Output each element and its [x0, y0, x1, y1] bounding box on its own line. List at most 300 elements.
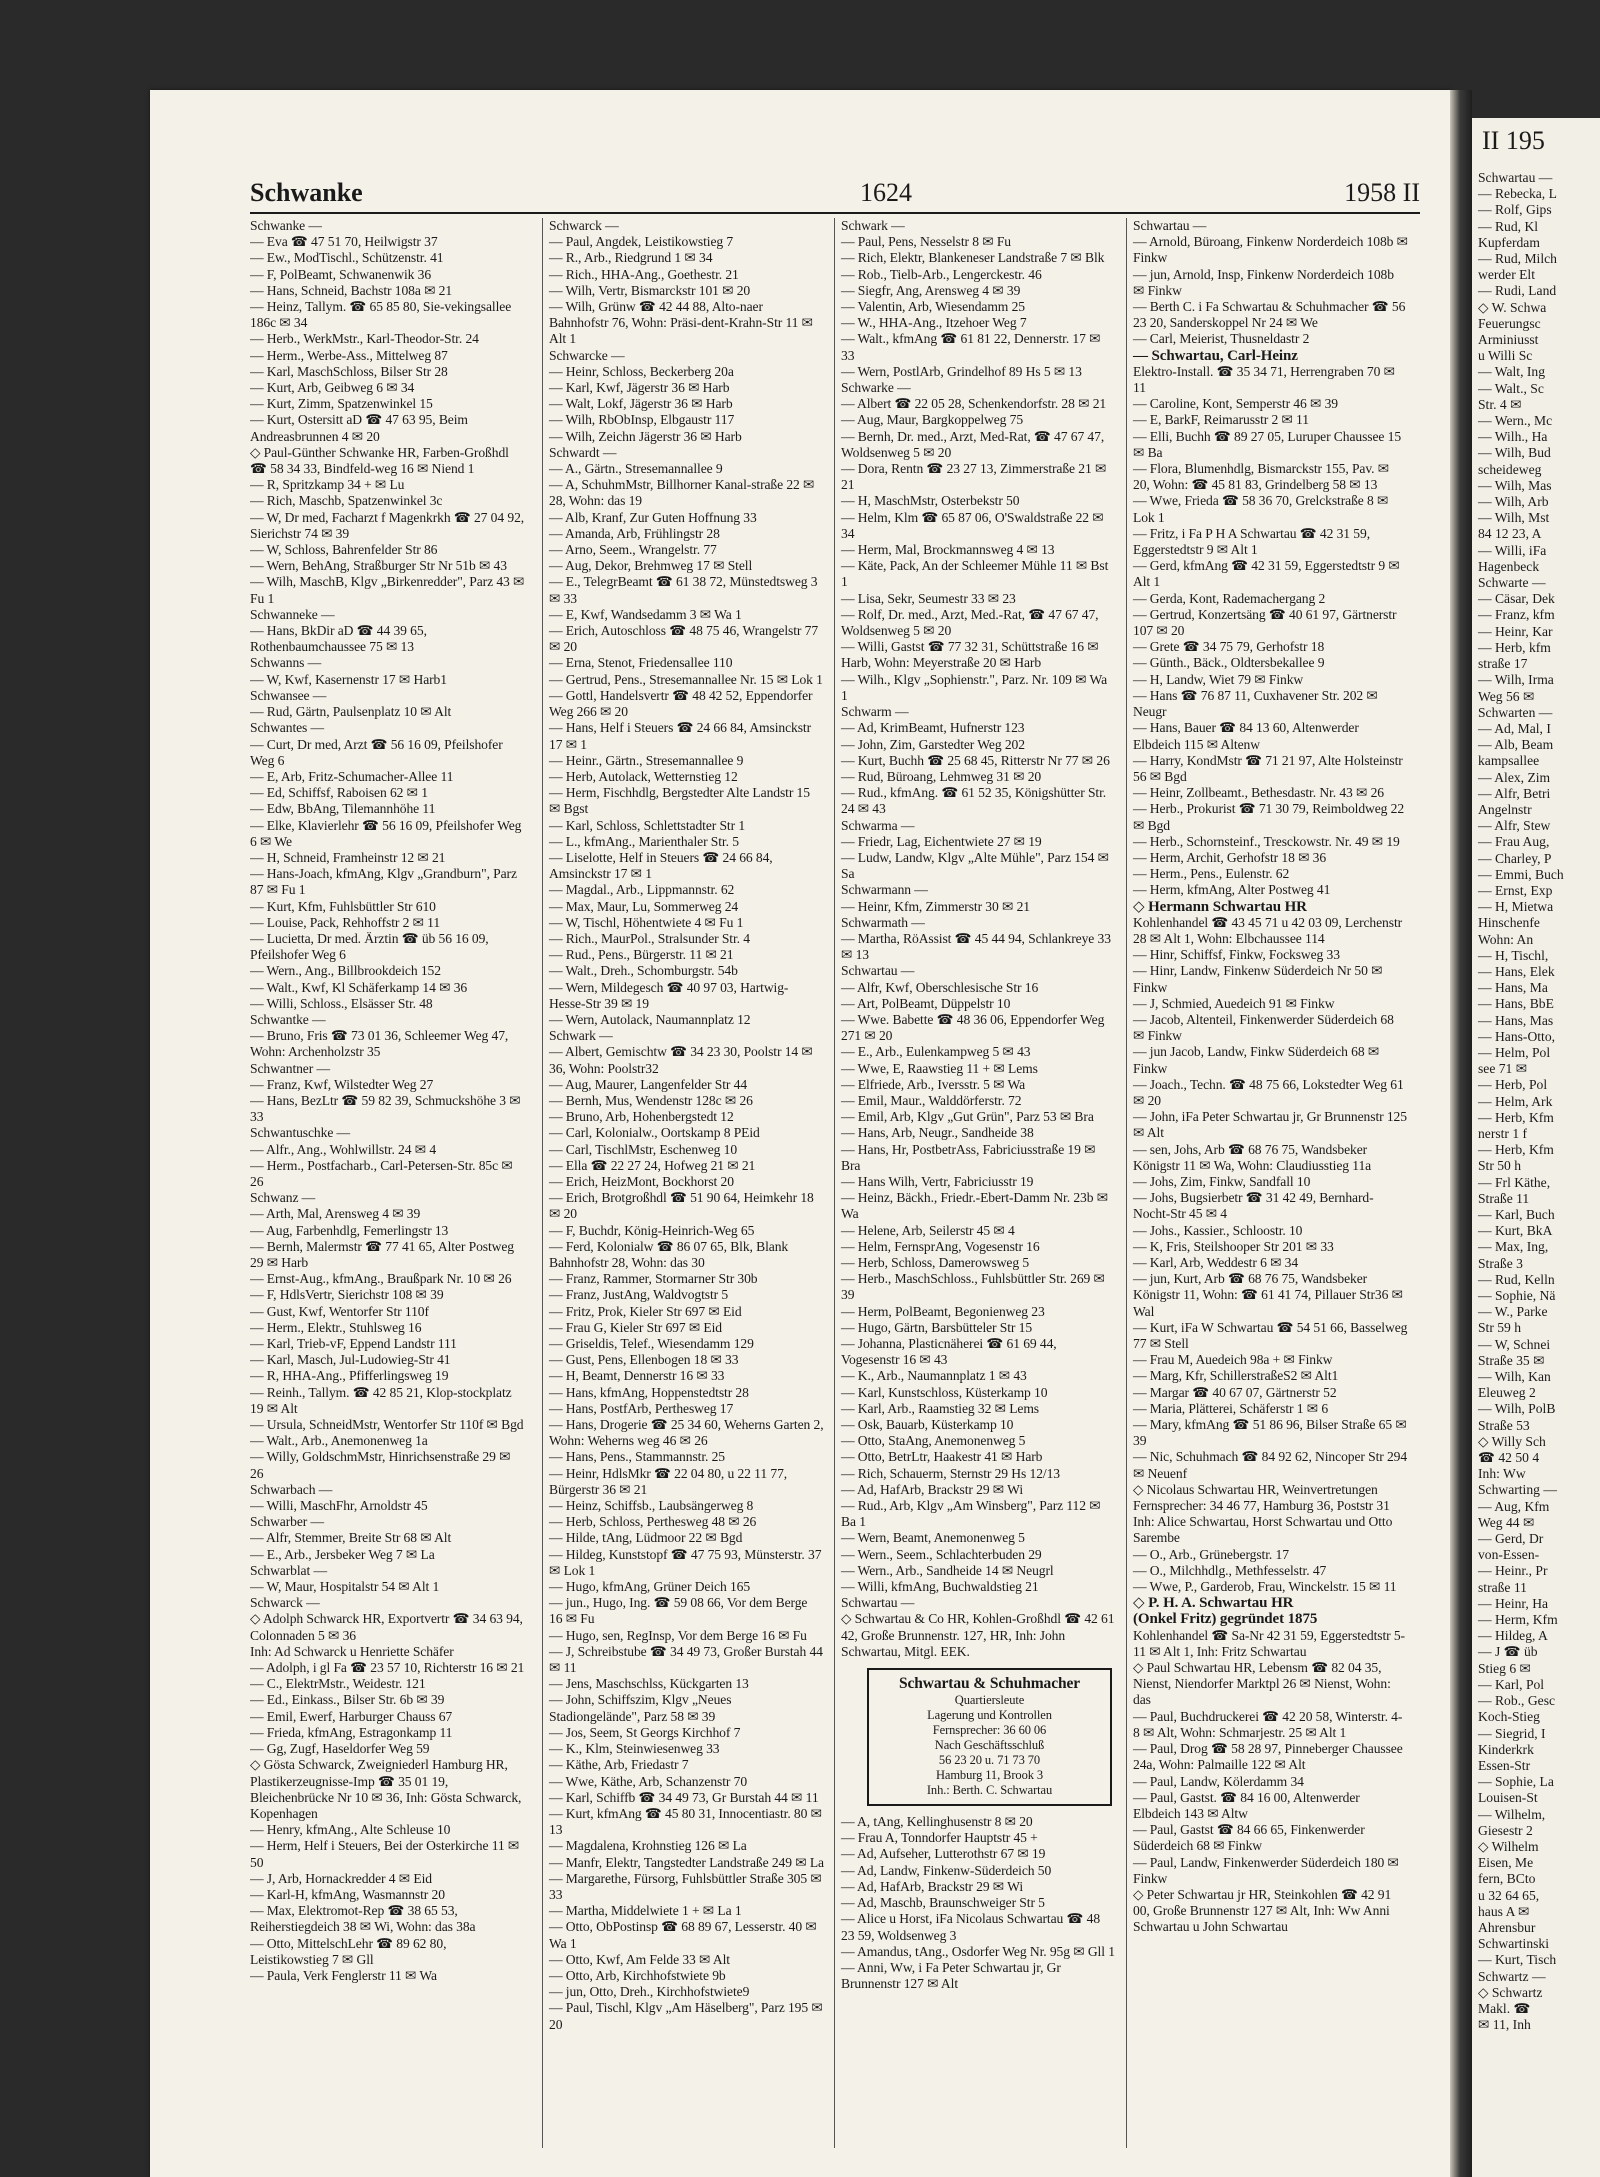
adjacent-page-line: Essen-Str: [1478, 1757, 1531, 1773]
directory-entry: — Hans, BkDir aD ☎ 44 39 65, Rothenbaumchaussee 75 ✉ 13: [250, 623, 427, 655]
adjacent-page-line: — Alfr, Betri: [1478, 785, 1551, 801]
adjacent-page-line: — Wilh, Arb: [1478, 494, 1549, 510]
directory-entry: — Wern, Mildegesch ☎ 40 97 03, Hartwig-Hesse-Str 39 ✉ 19: [549, 979, 789, 1011]
adjacent-page-line: Eleuweg 2: [1478, 1385, 1536, 1401]
directory-entry: — Wwe, P., Garderob, Frau, Winckelstr. 15 ✉ 11: [1133, 1579, 1397, 1595]
directory-entry: — Walt., Dreh., Schomburgstr. 54b: [549, 963, 738, 979]
directory-entry: — W, Tischl, Höhentwiete 4 ✉ Fu 1: [549, 914, 744, 930]
directory-entry: — Karl, Kwf, Jägerstr 36 ✉ Harb: [549, 380, 730, 396]
directory-entry: — Hinr, Landw, Finkenw Süderdeich Nr 50 ✉ Finkw: [1133, 963, 1383, 995]
directory-entry: — Hans, Drogerie ☎ 25 34 60, Weherns Garten 2, Wohn: Weherns weg 46 ✉ 26: [549, 1417, 824, 1449]
adjacent-page-line: — Helm, Pol: [1478, 1044, 1551, 1060]
adjacent-page-line: — Rud, Kl: [1478, 218, 1539, 234]
directory-entry: — Wilh, Zeichn Jägerstr 36 ✉ Harb: [549, 428, 742, 444]
directory-entry: — Grete ☎ 34 75 79, Gerhofstr 18: [1133, 639, 1325, 655]
directory-entry: — Kurt, Arb, Geibweg 6 ✉ 34: [250, 380, 415, 396]
adjacent-page-line: Eisen, Me: [1478, 1855, 1534, 1871]
directory-entry: — Bernh, Dr. med., Arzt, Med-Rat, ☎ 47 67 47, Woldsenweg 5 ✉ 20: [841, 428, 1105, 460]
adjacent-page-line: — Charley, P: [1478, 850, 1552, 866]
directory-entry: Elektro-Install. ☎ 35 34 71, Herrengraben 70 ✉ 11: [1133, 363, 1395, 396]
directory-entry: Schwarblat —: [250, 1562, 327, 1578]
directory-page: [150, 90, 1450, 2177]
adjacent-page-line: straße 11: [1478, 1579, 1527, 1595]
directory-entry: — Magdal., Arb., Lippmannstr. 62: [549, 882, 735, 898]
adjacent-page-line: Kupferdam: [1478, 234, 1540, 250]
directory-entry: Fernsprecher: 34 46 77, Hamburg 36, Poststr 31: [1133, 1498, 1390, 1514]
directory-entry: — Art, PolBeamt, Düppelstr 10: [841, 995, 1011, 1011]
directory-entry: — Heinr., Gärtn., Stresemannallee 9: [549, 752, 744, 768]
directory-entry: — Ed, Schiffsf, Raboisen 62 ✉ 1: [250, 785, 428, 801]
directory-entry: — Franz, Kwf, Wilstedter Weg 27: [250, 1076, 434, 1092]
adjacent-page-line: ☎ 42 50 4: [1478, 1450, 1540, 1466]
directory-entry: — Emil, Ewerf, Harburger Chauss 67: [250, 1708, 453, 1724]
directory-entry: — Hans, Pens., Stammannstr. 25: [549, 1449, 725, 1465]
directory-entry: — W., HHA-Ang., Itzehoer Weg 7: [841, 315, 1027, 331]
directory-entry: Schwartau —: [1133, 218, 1207, 233]
directory-entry: — Frau A, Tonndorfer Hauptstr 45 +: [841, 1830, 1038, 1846]
directory-entry: Schwantes —: [250, 720, 325, 736]
directory-entry: — Wilh, Grünw ☎ 42 44 88, Alto-naer Bahnhofstr 76, Wohn: Präsi-dent-Krahn-Str 11 ✉ Alt 1: [549, 299, 813, 347]
directory-entry: — Hans, Arb, Neugr., Sandheide 38: [841, 1125, 1034, 1141]
adjacent-page-line: — Kurt, Tisch: [1478, 1952, 1557, 1968]
directory-entry: — Emil, Maur., Walddörferstr. 72: [841, 1092, 1022, 1108]
directory-entry: — Rud., Pens., Bürgerstr. 11 ✉ 21: [549, 947, 734, 963]
directory-entry: — Hans, BezLtr ☎ 59 82 39, Schmuckshöhe 3 ✉ 33: [250, 1092, 521, 1125]
directory-entry: — Rich, Schauerm, Sternstr 29 Hs 12/13: [841, 1465, 1060, 1481]
directory-entry: — Ad, KrimBeamt, Hufnerstr 123: [841, 720, 1025, 736]
directory-entry: — Ursula, SchneidMstr, Wentorfer Str 110f ✉ Bgd: [250, 1417, 524, 1433]
directory-entry: — Walt., kfmAng ☎ 61 81 22, Dennerstr. 17 ✉ 33: [841, 331, 1101, 363]
adjacent-page-line: Weg 56 ✉: [1478, 688, 1535, 704]
adjacent-page-line: Str. 4 ✉: [1478, 396, 1522, 412]
adjacent-page-line: ◇ W. Schwa: [1478, 299, 1547, 315]
directory-entry: — Wern, PostlArb, Grindelhof 89 Hs 5 ✉ 13: [841, 363, 1082, 379]
directory-entry: — W, Kwf, Kasernenstr 17 ✉ Harb1: [250, 671, 447, 687]
adjacent-page-line: — Wilh., Ha: [1478, 429, 1548, 445]
directory-entry: ◇ Schwartau & Co HR, Kohlen-Großhdl ☎ 42 61 42, Große Brunnenstr. 127, HR, Inh: John Schwartau, Mitgl. EEK.: [841, 1611, 1115, 1659]
directory-entry: — Wwe, Frieda ☎ 58 36 70, Grelckstraße 8 ✉ Lok 1: [1133, 493, 1389, 525]
directory-entry: — Karl, Arb, Weddestr 6 ✉ 34: [1133, 1255, 1299, 1270]
adjacent-page-line: Schwarten —: [1478, 704, 1553, 720]
directory-entry: ◇ Paul Schwartau HR, Lebensm ☎ 82 04 35, Nienst, Niendorfer Marktpl 26 ✉ Nienst, Wohn: das: [1133, 1660, 1391, 1708]
directory-entry: — Wwe, Käthe, Arb, Schanzenstr 70: [549, 1773, 748, 1789]
advertisement-box: [867, 1668, 1112, 1806]
directory-entry: — Albert, Gemischtw ☎ 34 23 30, Poolstr 14 ✉ 36, Wohn: Poolstr32: [549, 1044, 813, 1076]
directory-entry: — Paula, Verk Fenglerstr 11 ✉ Wa: [250, 1967, 437, 1983]
directory-entry: — Wilh, RbObInsp, Elbgaustr 117: [549, 412, 735, 428]
adjacent-page-line: — Max, Ing,: [1478, 1239, 1549, 1255]
directory-entry: — Johs, Zim, Finkw, Sandfall 10: [1133, 1173, 1311, 1189]
adjacent-page-line: — Walt., Sc: [1478, 380, 1544, 396]
directory-entry: Schwantke —: [250, 1011, 326, 1027]
directory-entry: — Elke, Klavierlehr ☎ 56 16 09, Pfeilshofer Weg 6 ✉ We: [250, 817, 522, 849]
adjacent-page-line: — Heinr., Pr: [1478, 1563, 1548, 1579]
directory-entry: Schwarmann —: [841, 882, 928, 898]
directory-entry: — Margarethe, Fürsorg, Fuhlsbüttler Straße 305 ✉ 33: [549, 1870, 822, 1902]
directory-entry: — jun, Otto, Dreh., Kirchhofstwiete9: [549, 1984, 750, 2000]
directory-entry: — Otto, ObPostinsp ☎ 68 89 67, Lesserstr. 40 ✉ Wa 1: [549, 1919, 817, 1951]
adjacent-page-line: — Hans, Ma: [1478, 980, 1548, 996]
adjacent-page-line: — H, Tischl,: [1478, 947, 1549, 963]
adjacent-page-line: werder Elt: [1478, 267, 1535, 283]
adjacent-page-line: — Alex, Zim: [1478, 769, 1551, 785]
directory-entry: — Willi, Gastst ☎ 77 32 31, Schüttstraße 16 ✉ Harb, Wohn: Meyerstraße 20 ✉ Harb: [841, 639, 1099, 671]
directory-entry: — Heinr, Schloss, Beckerberg 20a: [549, 363, 734, 379]
directory-entry: — Johanna, Plasticnäherei ☎ 61 69 44, Vogesenstr 16 ✉ 43: [841, 1336, 1057, 1368]
directory-entry: — A, SchuhmMstr, Billhorner Kanal-straße 22 ✉ 28, Wohn: das 19: [549, 477, 815, 509]
adjacent-page-line: — Walt, Ing: [1478, 364, 1545, 380]
directory-entry: — Ad, HafArb, Brackstr 29 ✉ Wi: [841, 1878, 1024, 1894]
adjacent-page-line: — Hans, Mas: [1478, 1012, 1554, 1028]
directory-entry: — Erna, Stenot, Friedensallee 110: [549, 655, 733, 671]
adjacent-page-line: nerstr 1 f: [1478, 1125, 1528, 1141]
adjacent-page-line: scheideweg: [1478, 461, 1542, 477]
directory-entry: — A., Gärtn., Stresemannallee 9: [549, 461, 723, 477]
directory-entry: (Onkel Fritz) gegründet 1875: [1133, 1611, 1318, 1628]
adjacent-page-line: straße 17: [1478, 656, 1528, 672]
directory-entry: — O., Milchhdlg., Methfesselstr. 47: [1133, 1562, 1327, 1578]
adjacent-page-line: Arminiusst: [1478, 332, 1539, 348]
directory-entry: — Amandus, tAng., Osdorfer Weg Nr. 95g ✉ Gll 1: [841, 1943, 1115, 1959]
directory-entry: — R, Spritzkamp 34 + ✉ Lu: [250, 477, 405, 493]
directory-entry: Schwanns —: [250, 655, 322, 671]
directory-entry: — Wwe, E, Raawstieg 11 + ✉ Lems: [841, 1060, 1038, 1076]
directory-entry: — Kurt, iFa W Schwartau ☎ 54 51 66, Basselweg 77 ✉ Stell: [1133, 1319, 1408, 1352]
directory-entry: — Herb, Autolack, Wetternstieg 12: [549, 768, 738, 784]
directory-entry: — Rich., HHA-Ang., Goethestr. 21: [549, 266, 739, 282]
directory-entry: — Magdalena, Krohnstieg 126 ✉ La: [549, 1838, 747, 1854]
directory-entry: Schwanz —: [250, 1190, 316, 1206]
adjacent-page-line: Giesestr 2: [1478, 1822, 1533, 1838]
directory-entry: — Johs., Kassier., Schloostr. 10: [1133, 1222, 1303, 1238]
directory-entry: Schwarck —: [549, 218, 619, 233]
directory-entry: — Alb, Kranf, Zur Guten Hoffnung 33: [549, 509, 757, 525]
directory-entry: — John, Zim, Garstedter Weg 202: [841, 736, 1025, 752]
directory-entry: — Ernst-Aug., kfmAng., Braußpark Nr. 10 ✉ 26: [250, 1271, 512, 1287]
directory-entry: — Otto, BetrLtr, Haakestr 41 ✉ Harb: [841, 1449, 1043, 1465]
directory-entry: — Kurt, Kfm, Fuhlsbüttler Str 610: [250, 898, 436, 914]
directory-entry: ◇ Adolph Schwarck HR, Exportvertr ☎ 34 63 94, Colonnaden 5 ✉ 36: [250, 1611, 523, 1643]
directory-entry: — Helene, Arb, Seilerstr 45 ✉ 4: [841, 1222, 1015, 1238]
directory-entry: — Paul, Tischl, Klgv „Am Häselberg", Parz 195 ✉ 20: [549, 2000, 823, 2032]
directory-entry: Schwarbach —: [250, 1481, 333, 1497]
adjacent-page-line: Schwartz —: [1478, 1968, 1546, 1984]
adjacent-page-line: — Hans, Elek: [1478, 963, 1555, 979]
adjacent-page-line: — Wern., Mc: [1478, 413, 1553, 429]
directory-entry: Schwarmath —: [841, 914, 925, 930]
directory-entry: — Ad, Landw, Finkenw-Süderdeich 50: [841, 1862, 1052, 1878]
directory-entry: — Berth C. i Fa Schwartau & Schuhmacher ☎ 56 23 20, Sanderskoppel Nr 24 ✉ We: [1133, 299, 1406, 331]
adjacent-page-line: — Rolf, Gips: [1478, 202, 1552, 218]
directory-entry: — Martha, Middelwiete 1 + ✉ La 1: [549, 1903, 742, 1919]
adjacent-page-line: ✉ 11, Inh: [1478, 2017, 1531, 2033]
directory-entry: — E., TelegrBeamt ☎ 61 38 72, Münstedtsweg 3 ✉ 33: [549, 574, 818, 606]
adjacent-page-line: — Herb, Pol: [1478, 1077, 1548, 1093]
adjacent-page-line: — Karl, Pol: [1478, 1676, 1545, 1692]
directory-entry: — Rich, Elektr, Blankeneser Landstraße 7 ✉ Blk: [841, 250, 1105, 266]
directory-entry: — Flora, Blumenhdlg, Bismarckstr 155, Pav. ✉ 20, Wohn: ☎ 45 81 83, Grindelberg 58 ✉ 13: [1133, 461, 1390, 493]
directory-entry: — W, Dr med, Facharzt f Magenkrkh ☎ 27 04 92, Sierichstr 74 ✉ 39: [250, 509, 525, 541]
adjacent-page-line: — Aug, Kfm: [1478, 1498, 1550, 1514]
directory-entry: — Eva ☎ 47 51 70, Heilwigstr 37: [250, 234, 438, 250]
adjacent-page-line: — Hildeg, A: [1478, 1628, 1548, 1644]
directory-entry: — Arth, Mal, Arensweg 4 ✉ 39: [250, 1206, 421, 1222]
directory-entry: — Max, Elektromot-Rep ☎ 38 65 53, Reiherstiegdeich 38 ✉ Wi, Wohn: das 38a: [250, 1903, 476, 1935]
directory-entry: — Fritz, Prok, Kieler Str 697 ✉ Eid: [549, 1303, 742, 1319]
directory-entry: — Ludw, Landw, Klgv „Alte Mühle", Parz 154 ✉ Sa: [841, 849, 1109, 882]
directory-entry: — Valentin, Arb, Wiesendamm 25: [841, 299, 1025, 315]
directory-entry: — Heinz, Tallym. ☎ 65 85 80, Sie-vekingsallee 186c ✉ 34: [250, 299, 512, 331]
directory-entry: — Hans, Schneid, Bachstr 108a ✉ 21: [250, 282, 453, 298]
directory-entry: — Marg, Kfr, SchillerstraßeS2 ✉ Alt1: [1133, 1368, 1339, 1384]
adjacent-page: [1472, 118, 1600, 2177]
directory-entry: — Caroline, Kont, Semperstr 46 ✉ 39: [1133, 396, 1338, 412]
directory-entry: — Rob., Tielb-Arb., Lengerckestr. 46: [841, 266, 1042, 282]
advertisement-line: Nach Geschäftsschluß: [934, 1738, 1045, 1753]
adjacent-page-line: Straße 35 ✉: [1478, 1352, 1545, 1368]
adjacent-page-line: — Wilh, PolB: [1478, 1401, 1556, 1417]
directory-entry: Schwarck —: [250, 1595, 320, 1611]
directory-entry: — Ad, Aufseher, Lutterothstr 67 ✉ 19: [841, 1846, 1046, 1862]
header-year: 1958 II: [1344, 178, 1420, 207]
directory-entry: — jun Jacob, Landw, Finkw Süderdeich 68 ✉ Finkw: [1133, 1044, 1380, 1076]
directory-entry: — Wern, Autolack, Naumannplatz 12: [549, 1011, 751, 1027]
adjacent-page-line: Louisen-St: [1478, 1790, 1538, 1806]
directory-entry: — Erich, HeizMont, Bockhorst 20: [549, 1173, 734, 1189]
directory-entry: — Herm, Mal, Brockmannsweg 4 ✉ 13: [841, 542, 1055, 558]
directory-entry: — H, Landw, Wiet 79 ✉ Finkw: [1133, 671, 1304, 687]
advertisement-line: Quartiersleute: [954, 1693, 1025, 1708]
directory-entry: Schwardt —: [549, 444, 617, 460]
directory-entry: — Maria, Plätterei, Schäferstr 1 ✉ 6: [1133, 1400, 1329, 1416]
directory-entry: Schwartau —: [841, 1595, 915, 1611]
directory-entry: — Karl, MaschSchloss, Bilser Str 28: [250, 363, 448, 379]
adjacent-page-line: fern, BCto: [1478, 1871, 1536, 1887]
adjacent-page-line: — Rebecka, L: [1478, 186, 1557, 202]
directory-entry: — Paul, Buchdruckerei ☎ 42 20 58, Winterstr. 4-8 ✉ Alt, Wohn: Schmarjestr. 25 ✉ Alt 1: [1133, 1708, 1403, 1740]
directory-entry: — Otto, StaAng, Anemonenweg 5: [841, 1433, 1026, 1449]
adjacent-page-line: — Herm, Kfm: [1478, 1612, 1558, 1628]
adjacent-page-line: — Herb, Kfm: [1478, 1142, 1554, 1158]
directory-entry: Schwark —: [841, 218, 905, 233]
advertisement-line: 56 23 20 u. 71 73 70: [938, 1753, 1041, 1768]
directory-entry: — Wern., Ang., Billbrookdeich 152: [250, 963, 441, 979]
adjacent-page-line: Kinderkrk: [1478, 1741, 1534, 1757]
directory-entry: — E, Kwf, Wandsedamm 3 ✉ Wa 1: [549, 606, 742, 622]
directory-entry: — E., Arb., Eulenkampweg 5 ✉ 43: [841, 1044, 1031, 1060]
directory-entry: — Herm., Postfacharb., Carl-Petersen-Str. 85c ✉ 26: [250, 1157, 513, 1189]
directory-entry: — Wwe. Babette ☎ 48 36 06, Eppendorfer Weg 271 ✉ 20: [841, 1011, 1105, 1044]
adjacent-page-line: Schwartau —: [1478, 170, 1553, 185]
directory-entry: — Walt, Lokf, Jägerstr 36 ✉ Harb: [549, 396, 733, 412]
adjacent-page-line: Feuerungsc: [1478, 315, 1541, 331]
directory-entry: — Siegfr, Ang, Arensweg 4 ✉ 39: [841, 282, 1021, 298]
directory-entry: — Wilh., Klgv „Sophienstr.", Parz. Nr. 109 ✉ Wa 1: [841, 671, 1108, 703]
adjacent-page-line: — Helm, Ark: [1478, 1093, 1553, 1109]
directory-entry: Schwarma —: [841, 817, 915, 833]
directory-entry: — C., ElektrMstr., Weidestr. 121: [250, 1676, 426, 1692]
header-name: Schwanke: [250, 178, 363, 207]
directory-entry: — Dora, Rentn ☎ 23 27 13, Zimmerstraße 21 ✉ 21: [841, 461, 1107, 493]
directory-entry: — Rich, Maschb, Spatzenwinkel 3c: [250, 493, 443, 509]
directory-entry: — Frieda, kfmAng, Estragonkamp 11: [250, 1724, 453, 1740]
directory-entry: — Harry, KondMstr ☎ 71 21 97, Alte Holsteinstr 56 ✉ Bgd: [1133, 752, 1403, 784]
adjacent-page-line: — Ad, Mal, I: [1478, 720, 1551, 736]
directory-entry: — Edw, BbAng, Tilemannhöhe 11: [250, 801, 436, 817]
directory-entry: — Willi, MaschFhr, Arnoldstr 45: [250, 1498, 428, 1514]
directory-entry: — Herb., MaschSchloss., Fuhlsbüttler Str. 269 ✉ 39: [841, 1271, 1105, 1303]
adjacent-page-line: Wohn: An: [1478, 931, 1534, 947]
column-4: [1126, 218, 1408, 2148]
adjacent-page-line: see 71 ✉: [1478, 1061, 1528, 1077]
directory-entry: — jun, Kurt, Arb ☎ 68 76 75, Wandsbeker Königstr 11, Wohn: ☎ 61 41 74, Pillauer Str36 ✉ Wal: [1133, 1271, 1403, 1319]
adjacent-page-line: Schwartinski: [1478, 1936, 1549, 1952]
directory-entry: — Ella ☎ 22 27 24, Hofweg 21 ✉ 21: [549, 1157, 756, 1173]
directory-entry: — Carl, Meierist, Thusneldastr 2: [1133, 331, 1310, 347]
directory-entry: — Alfr, Stemmer, Breite Str 68 ✉ Alt: [250, 1530, 452, 1546]
advertisement-line: Inh.: Berth. C. Schwartau: [926, 1783, 1053, 1798]
directory-entry: — Heinr, Zollbeamt., Bethesdastr. Nr. 43 ✉ 26: [1133, 785, 1384, 801]
adjacent-page-line: — Wilh, Mst: [1478, 510, 1550, 526]
adjacent-page-line: Koch-Stieg: [1478, 1709, 1540, 1725]
directory-entry: — Rud., Arb, Klgv „Am Winsberg", Parz 112 ✉ Ba 1: [841, 1498, 1101, 1530]
directory-entry: — Max, Maur, Lu, Sommerweg 24: [549, 898, 739, 914]
directory-entry: — Carl, TischlMstr, Eschenweg 10: [549, 1141, 738, 1157]
directory-entry: Schwantner —: [250, 1060, 330, 1076]
directory-entry: — Otto, MittelschLehr ☎ 89 62 80, Leistikowstieg 7 ✉ Gll: [250, 1935, 447, 1967]
directory-entry: — Paul, Angdek, Leistikowstieg 7: [549, 234, 734, 250]
directory-entry: — Gust, Kwf, Wentorfer Str 110f: [250, 1303, 429, 1319]
directory-entry: — Alfr., Ang., Wohlwillstr. 24 ✉ 4: [250, 1141, 437, 1157]
adjacent-page-line: haus A ✉: [1478, 1903, 1530, 1919]
directory-entry: Kohlenhandel ☎ 43 45 71 u 42 03 09, Lerchenstr 28 ✉ Alt 1, Wohn: Elbchaussee 114: [1133, 914, 1403, 946]
directory-entry: — Helm, Klm ☎ 65 87 06, O'Swaldstraße 22 ✉ 34: [841, 509, 1104, 541]
adjacent-page-line: Ahrensbur: [1478, 1919, 1536, 1935]
adjacent-page-line: — H, Mietwa: [1478, 899, 1554, 915]
directory-entry: — Wern, BehAng, Straßburger Str Nr 51b ✉ 43: [250, 558, 507, 574]
directory-entry: — Wilh, Vertr, Bismarckstr 101 ✉ 20: [549, 282, 751, 298]
directory-entry: — Willy, GoldschmMstr, Hinrichsenstraße 29 ✉ 26: [250, 1449, 511, 1481]
directory-entry: — Hans, Bauer ☎ 84 13 60, Altenwerder Elbdeich 115 ✉ Altenw: [1133, 720, 1359, 752]
directory-entry: — Adolph, i gl Fa ☎ 23 57 10, Richterstr 16 ✉ 21: [250, 1660, 525, 1676]
adjacent-page-line: Makl. ☎: [1478, 2000, 1531, 2016]
advertisement-title: Schwartau & Schuhmacher: [898, 1675, 1081, 1693]
directory-entry: — Rud, Gärtn, Paulsenplatz 10 ✉ Alt: [250, 704, 452, 720]
adjacent-page-line: — Frau Aug,: [1478, 834, 1550, 850]
directory-entry: — Karl, Arb., Raamstieg 32 ✉ Lems: [841, 1400, 1039, 1416]
directory-entry: — Karl, Masch, Jul-Ludowieg-Str 41: [250, 1352, 451, 1368]
adjacent-page-line: Stieg 6 ✉: [1478, 1660, 1531, 1676]
adjacent-page-line: — Rudi, Land: [1478, 283, 1557, 299]
directory-entry: Schwarke —: [841, 380, 911, 396]
directory-entry: — K, Fris, Steilshooper Str 201 ✉ 33: [1133, 1238, 1334, 1254]
directory-entry: — jun., Hugo, Ing. ☎ 59 08 66, Vor dem Berge 16 ✉ Fu: [549, 1595, 808, 1627]
directory-entry: — Manfr, Elektr, Tangstedter Landstraße 249 ✉ La: [549, 1854, 824, 1870]
directory-entry: ◇ Peter Schwartau jr HR, Steinkohlen ☎ 42 91 00, Große Brunnenstr 127 ✉ Alt, Inh: Ww Anni Schwartau u John Schwartau: [1133, 1886, 1392, 1935]
directory-entry: — Paul, Drog ☎ 58 28 97, Pinneberger Chaussee 24a, Wohn: Palmaille 122 ✉ Alt: [1133, 1741, 1403, 1773]
adjacent-page-line: ◇ Willy Sch: [1478, 1433, 1546, 1449]
directory-entry: — Herm., Elektr., Stuhlsweg 16: [250, 1319, 422, 1335]
directory-entry: — Aug, Farbenhdlg, Femerlingstr 13: [250, 1222, 449, 1238]
directory-entry: — Hugo, sen, RegInsp, Vor dem Berge 16 ✉ Fu: [549, 1627, 807, 1643]
directory-entry: Schwartau —: [841, 963, 915, 979]
directory-entry: — jun, Arnold, Insp, Finkenw Norderdeich 108b ✉ Finkw: [1133, 266, 1394, 298]
directory-entry: — F, HdlsVertr, Sierichstr 108 ✉ 39: [250, 1287, 444, 1303]
directory-entry: — Kurt, Ostersitt aD ☎ 47 63 95, Beim Andreasbrunnen 4 ✉ 20: [250, 412, 468, 444]
page-number: 1624: [860, 178, 912, 207]
directory-entry: — Alfr, Kwf, Oberschlesische Str 16: [841, 979, 1039, 995]
directory-entry: — K., Arb., Naumannplatz 1 ✉ 43: [841, 1368, 1027, 1384]
directory-entry: — Herb., WerkMstr., Karl-Theodor-Str. 24: [250, 331, 479, 347]
directory-entry: — Günth., Bäck., Oldtersbekallee 9: [1133, 655, 1325, 671]
directory-entry: Inh: Ad Schwarck u Henriette Schäfer: [250, 1643, 454, 1659]
adjacent-page-line: — J ☎ üb: [1478, 1644, 1538, 1660]
directory-entry: ◇ Paul-Günther Schwanke HR, Farben-Großhdl ☎ 58 34 33, Bindfeld-weg 16 ✉ Niend 1: [250, 444, 509, 477]
directory-entry: Schwarber —: [250, 1514, 325, 1530]
adjacent-page-line: — Hans-Otto,: [1478, 1028, 1556, 1044]
directory-entry: — Louise, Pack, Rehhoffstr 2 ✉ 11: [250, 914, 441, 930]
directory-entry: — Aug, Maurer, Langenfelder Str 44: [549, 1076, 748, 1092]
column-3: [834, 218, 1116, 2148]
directory-entry: — Hinr, Schiffsf, Finkw, Focksweg 33: [1133, 947, 1340, 963]
directory-entry: — Hans, PostfArb, Perthesweg 17: [549, 1400, 734, 1416]
directory-entry: — Herm, Helf i Steuers, Bei der Osterkirche 11 ✉ 50: [250, 1838, 520, 1870]
directory-entry: — Hans ☎ 76 87 11, Cuxhavener Str. 202 ✉ Neugr: [1133, 687, 1378, 720]
directory-entry: — Walt., Kwf, Kl Schäferkamp 14 ✉ 36: [250, 979, 468, 995]
directory-entry: — Wern., Seem., Schlachterbuden 29: [841, 1546, 1042, 1562]
adjacent-page-line: — W., Parke: [1478, 1304, 1548, 1320]
directory-entry: — Herb, Schloss, Damerowsweg 5: [841, 1255, 1030, 1270]
advertisement-line: Hamburg 11, Brook 3: [935, 1768, 1044, 1783]
directory-entry: — Hans, kfmAng, Hoppenstedtstr 28: [549, 1384, 749, 1400]
directory-entry: Schwarcke —: [549, 347, 625, 363]
directory-entry: — Käthe, Arb, Friedastr 7: [549, 1757, 689, 1773]
directory-entry: — Paul, Landw, Finkenwerder Süderdeich 180 ✉ Finkw: [1133, 1854, 1399, 1886]
directory-entry: — Herb, Schloss, Perthesweg 48 ✉ 26: [549, 1514, 757, 1530]
adjacent-page-line: — Gerd, Dr: [1478, 1531, 1544, 1547]
directory-entry: — Hilde, tAng, Lüdmoor 22 ✉ Bgd: [549, 1530, 743, 1546]
directory-entry: — Arnold, Büroang, Finkenw Norderdeich 108b ✉ Finkw: [1133, 234, 1408, 266]
adjacent-page-line: — Rob., Gesc: [1478, 1693, 1556, 1709]
adjacent-page-line: — Wilhelm,: [1478, 1806, 1546, 1822]
adjacent-page-header: II 195: [1482, 126, 1545, 155]
directory-entry: — Otto, Kwf, Am Felde 33 ✉ Alt: [549, 1951, 730, 1967]
directory-entry: — Rud, Büroang, Lehmweg 31 ✉ 20: [841, 768, 1042, 784]
directory-entry: Schwarm —: [841, 704, 909, 720]
directory-entry: — Frau M, Auedeich 98a + ✉ Finkw: [1133, 1352, 1333, 1368]
directory-entry: — Heinz, Schiffsb., Laubsängerweg 8: [549, 1498, 754, 1514]
adjacent-page-line: — Willi, iFa: [1478, 542, 1547, 558]
adjacent-page-line: — Wilh, Kan: [1478, 1369, 1551, 1385]
adjacent-page-line: — Kurt, BkA: [1478, 1223, 1553, 1239]
directory-entry: — Albert ☎ 22 05 28, Schenkendorfstr. 28 ✉ 21: [841, 396, 1107, 412]
directory-entry: — Kurt, Buchh ☎ 25 68 45, Ritterstr Nr 77 ✉ 26: [841, 752, 1110, 768]
directory-entry: — Alice u Horst, iFa Nicolaus Schwartau ☎ 48 23 59, Woldsenweg 3: [841, 1911, 1101, 1943]
directory-entry: — Karl, Trieb-vF, Eppend Landstr 111: [250, 1336, 457, 1352]
directory-entry: — Heinr, Kfm, Zimmerstr 30 ✉ 21: [841, 898, 1030, 914]
column-1: [250, 218, 525, 2148]
directory-entry: — Bernh, Mus, Wendenstr 128c ✉ 26: [549, 1092, 753, 1108]
directory-entry: — Hans, Helf i Steuers ☎ 24 66 84, Amsinckstr 17 ✉ 1: [549, 720, 812, 752]
directory-entry: — Joach., Techn. ☎ 48 75 66, Lokstedter Weg 61 ✉ 20: [1133, 1076, 1404, 1108]
directory-entry: — W, Schloss, Bahrenfelder Str 86: [250, 542, 438, 558]
directory-entry: — E., Arb., Jersbeker Weg 7 ✉ La: [250, 1546, 435, 1562]
adjacent-page-line: — Frl Käthe,: [1478, 1174, 1551, 1190]
adjacent-page-line: — Siegrid, I: [1478, 1725, 1546, 1741]
directory-entry: — Ew., ModTischl., Schützenstr. 41: [250, 250, 444, 266]
directory-entry: — Elfriede, Arb., Iversstr. 5 ✉ Wa: [841, 1076, 1026, 1092]
adjacent-page-line: — Emmi, Buch: [1478, 866, 1564, 882]
